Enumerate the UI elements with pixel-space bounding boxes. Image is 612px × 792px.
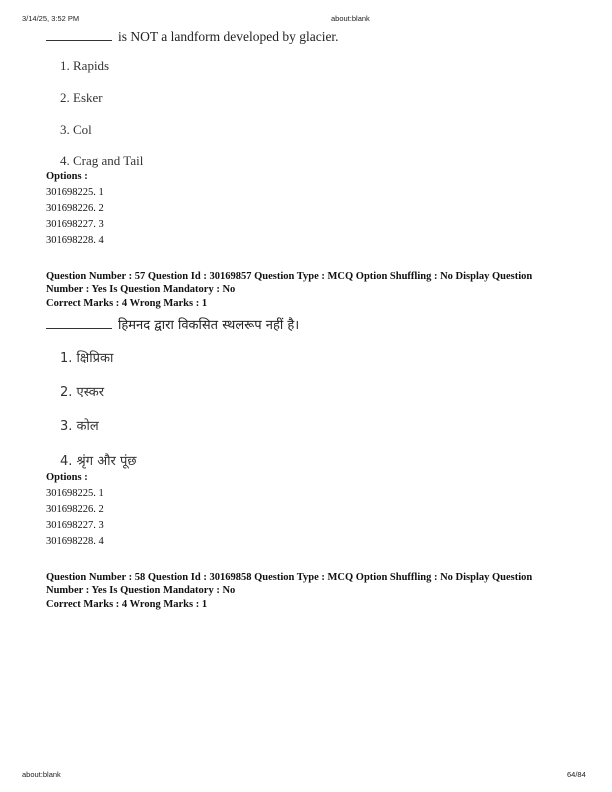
q57-option-id-2: 301698226. 2 bbox=[46, 504, 104, 515]
q57-stem-line bbox=[46, 315, 299, 333]
q57-header-line-3: Correct Marks : 4 Wrong Marks : 1 bbox=[46, 298, 208, 309]
q56-choice-3: 3. Col bbox=[60, 122, 92, 137]
q58-header-line-1: Question Number : 58 Question Id : 30169858 Question Type : MCQ Option Shuffling : No Display Question bbox=[46, 572, 533, 583]
q56-choice-1: 1. Rapids bbox=[60, 58, 110, 73]
q56-choice-4: 4. Crag and Tail bbox=[60, 153, 144, 168]
q57-header bbox=[46, 271, 566, 311]
q57-header-line-1: Question Number : 57 Question Id : 30169857 Question Type : MCQ Option Shuffling : No Display Question bbox=[46, 271, 533, 282]
answer-blank bbox=[46, 327, 112, 329]
q57-option-id-3: 301698227. 3 bbox=[46, 520, 104, 531]
q56-option-id-3: 301698227. 3 bbox=[46, 219, 104, 230]
q57-header-line-2: Number : Yes Is Question Mandatory : No bbox=[46, 283, 236, 295]
print-page-number: 64/84 bbox=[567, 770, 586, 779]
answer-blank bbox=[46, 39, 112, 41]
q56-option-id-1: 301698225. 1 bbox=[46, 187, 104, 198]
q56-stem-line bbox=[46, 29, 339, 45]
q57-choice-2: 2. एस्कर bbox=[60, 385, 105, 400]
print-datetime: 3/14/25, 3:52 PM bbox=[22, 14, 80, 23]
q58-header bbox=[46, 572, 566, 612]
q56-choice-2: 2. Esker bbox=[60, 90, 103, 105]
q57-option-id-4: 301698228. 4 bbox=[46, 536, 104, 547]
q56-option-id-4: 301698228. 4 bbox=[46, 235, 104, 246]
q58-header-line-3: Correct Marks : 4 Wrong Marks : 1 bbox=[46, 599, 208, 610]
q58-header-line-2: Number : Yes Is Question Mandatory : No bbox=[46, 584, 236, 596]
q56-option-id-2: 301698226. 2 bbox=[46, 203, 104, 214]
q57-choice-1: 1. क्षिप्रिका bbox=[60, 351, 114, 366]
q57-choice-3: 3. कोल bbox=[60, 419, 99, 434]
q57-choice-4: 4. श्रृंग और पूंछ bbox=[60, 454, 137, 469]
q57-option-id-1: 301698225. 1 bbox=[46, 488, 104, 499]
q56-options-label: Options : bbox=[46, 171, 88, 182]
print-footer-url: about:blank bbox=[22, 770, 61, 779]
print-url: about:blank bbox=[331, 14, 370, 23]
q57-options-label: Options : bbox=[46, 472, 88, 483]
q56-stem: is NOT a landform developed by glacier. bbox=[118, 29, 339, 44]
q57-stem: हिमनद द्वारा विकसित स्थलरूप नहीं है। bbox=[118, 318, 300, 333]
